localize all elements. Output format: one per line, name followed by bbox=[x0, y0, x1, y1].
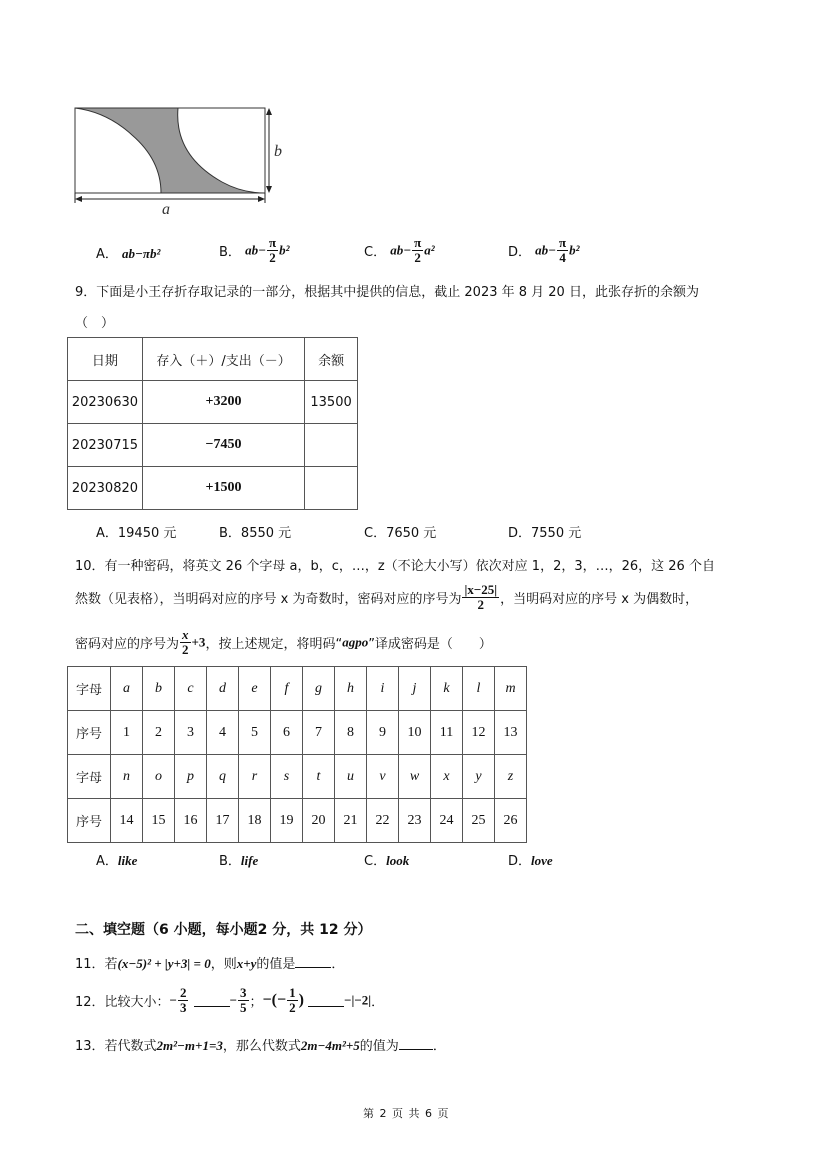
letter-cell: j bbox=[399, 667, 431, 711]
q9-answer-paren: （ ） bbox=[75, 316, 115, 331]
number-cell: 6 bbox=[271, 711, 303, 755]
number-cell: 16 bbox=[175, 799, 207, 843]
number-cell: 5 bbox=[239, 711, 271, 755]
number-cell: 20 bbox=[303, 799, 335, 843]
q10-question-line2: 然数（见表格），当明码对应的序号 x 为奇数时，密码对应的序号为 $\frac{|x-25|}{2}$ ，当明码对应的序号 x 为偶数时， bbox=[75, 582, 699, 612]
q11-answer-blank[interactable] bbox=[295, 955, 331, 968]
q9-option-a[interactable]: A．19450 元 bbox=[96, 526, 177, 541]
label-a: a bbox=[162, 201, 170, 218]
number-cell: 15 bbox=[143, 799, 175, 843]
table-row-letters-2: 字母 n o p q r s t u v w x y z bbox=[68, 755, 527, 799]
number-cell: 25 bbox=[463, 799, 495, 843]
letter-cell: l bbox=[463, 667, 495, 711]
header-date: 日期 bbox=[68, 338, 143, 381]
letter-cell: e bbox=[239, 667, 271, 711]
letter-cell: b bbox=[143, 667, 175, 711]
number-cell: 13 bbox=[495, 711, 527, 755]
number-cell: 18 bbox=[239, 799, 271, 843]
header-balance: 余额 bbox=[305, 338, 358, 381]
number-cell: 19 bbox=[271, 799, 303, 843]
q12-answer-blank-1[interactable] bbox=[194, 994, 230, 1007]
letter-cell: y bbox=[463, 755, 495, 799]
letter-cell: w bbox=[399, 755, 431, 799]
q8-option-a[interactable]: A． ab−πb² bbox=[96, 246, 161, 262]
q8-option-b[interactable]: B． ab− $\frac{\pi}{2}$ b² bbox=[219, 235, 290, 265]
letter-cell: i bbox=[367, 667, 399, 711]
table-row: 20230630 +3200 13500 bbox=[68, 381, 358, 424]
number-cell: 12 bbox=[463, 711, 495, 755]
number-cell: 17 bbox=[207, 799, 239, 843]
letter-cell: n bbox=[111, 755, 143, 799]
q13-question: 13．若代数式2m²−m+1=3，那么代数式2m−4m²+5的值为 ． bbox=[75, 1038, 446, 1054]
letter-cell: s bbox=[271, 755, 303, 799]
number-cell: 8 bbox=[335, 711, 367, 755]
q10-question-line1: 10．有一种密码，将英文 26 个字母 a，b，c，…，z（不论大小写）依次对应 1，2，3，…，26，这 26 个自 bbox=[75, 559, 715, 574]
q9-table bbox=[67, 337, 358, 510]
number-cell: 9 bbox=[367, 711, 399, 755]
q11-question: 11．若(x−5)² + |y+3| = 0，则x+y的值是 ． bbox=[75, 956, 345, 972]
letter-cell: t bbox=[303, 755, 335, 799]
q10-option-c[interactable]: C．look bbox=[364, 853, 410, 869]
number-cell: 24 bbox=[431, 799, 463, 843]
q13-answer-blank[interactable] bbox=[399, 1037, 433, 1050]
q10-question-line3: 密码对应的序号为 $\frac{x}{2}$ +3，按上述规定，将明码“agpo”译成密码是（ ） bbox=[75, 627, 492, 657]
letter-cell: x bbox=[431, 755, 463, 799]
q8-option-d[interactable]: D． ab− $\frac{\pi}{4}$ b² bbox=[508, 235, 580, 265]
header-deposit-withdraw: 存入（＋）/支出（－） bbox=[142, 338, 304, 381]
letter-cell: z bbox=[495, 755, 527, 799]
letter-cell: d bbox=[207, 667, 239, 711]
letter-cell: p bbox=[175, 755, 207, 799]
q9-option-c[interactable]: C．7650 元 bbox=[364, 526, 437, 541]
q9-option-b[interactable]: B．8550 元 bbox=[219, 526, 292, 541]
number-cell: 23 bbox=[399, 799, 431, 843]
page-number: 第 2 页 共 6 页 bbox=[363, 1107, 450, 1120]
q12-answer-blank-2[interactable] bbox=[308, 994, 344, 1007]
letter-cell: c bbox=[175, 667, 207, 711]
number-cell: 11 bbox=[431, 711, 463, 755]
letter-cell: v bbox=[367, 755, 399, 799]
table-row-numbers-2: 序号 14 15 16 17 18 19 20 21 22 23 24 25 26 bbox=[68, 799, 527, 843]
table-row-numbers-1: 序号 1 2 3 4 5 6 7 8 9 10 11 12 13 bbox=[68, 711, 527, 755]
letter-cell: q bbox=[207, 755, 239, 799]
number-cell: 3 bbox=[175, 711, 207, 755]
table-header-row bbox=[68, 338, 358, 381]
number-cell: 22 bbox=[367, 799, 399, 843]
letter-cell: g bbox=[303, 667, 335, 711]
number-cell: 4 bbox=[207, 711, 239, 755]
geometry-figure bbox=[62, 100, 302, 218]
letter-cell: h bbox=[335, 667, 367, 711]
table-row-letters-1: 字母 a b c d e f g h i j k l m bbox=[68, 667, 527, 711]
number-cell: 14 bbox=[111, 799, 143, 843]
table-row: 20230820 +1500 bbox=[68, 467, 358, 510]
letter-cell: r bbox=[239, 755, 271, 799]
q8-option-c[interactable]: C． ab− $\frac{\pi}{2}$ a² bbox=[364, 235, 435, 265]
shaded-region bbox=[75, 108, 265, 193]
letter-cell: f bbox=[271, 667, 303, 711]
section-title-fill-in: 二、填空题（6 小题，每小题2 分，共 12 分） bbox=[75, 922, 372, 938]
number-cell: 7 bbox=[303, 711, 335, 755]
number-cell: 26 bbox=[495, 799, 527, 843]
letter-cell: a bbox=[111, 667, 143, 711]
number-cell: 2 bbox=[143, 711, 175, 755]
q10-option-d[interactable]: D．love bbox=[508, 853, 553, 869]
q10-option-b[interactable]: B．life bbox=[219, 853, 259, 869]
letter-cell: k bbox=[431, 667, 463, 711]
q9-option-d[interactable]: D．7550 元 bbox=[508, 526, 582, 541]
q9-question-text: 9．下面是小王存折存取记录的一部分，根据其中提供的信息，截止 2023 年 8 月 20 日，此张存折的余额为 bbox=[75, 285, 699, 300]
letter-cell: m bbox=[495, 667, 527, 711]
q10-cipher-table bbox=[67, 666, 527, 843]
letter-cell: o bbox=[143, 755, 175, 799]
letter-cell: u bbox=[335, 755, 367, 799]
number-cell: 21 bbox=[335, 799, 367, 843]
number-cell: 1 bbox=[111, 711, 143, 755]
q12-question: 12．比较大小：− $\frac{2}{3}$ − $\frac{3}{5}$ ；−(− $\frac{1}{2}$ ) −|−2|． bbox=[75, 985, 385, 1015]
number-cell: 10 bbox=[399, 711, 431, 755]
q10-option-a[interactable]: A．like bbox=[96, 853, 138, 869]
label-b: b bbox=[274, 143, 282, 160]
table-row: 20230715 −7450 bbox=[68, 424, 358, 467]
